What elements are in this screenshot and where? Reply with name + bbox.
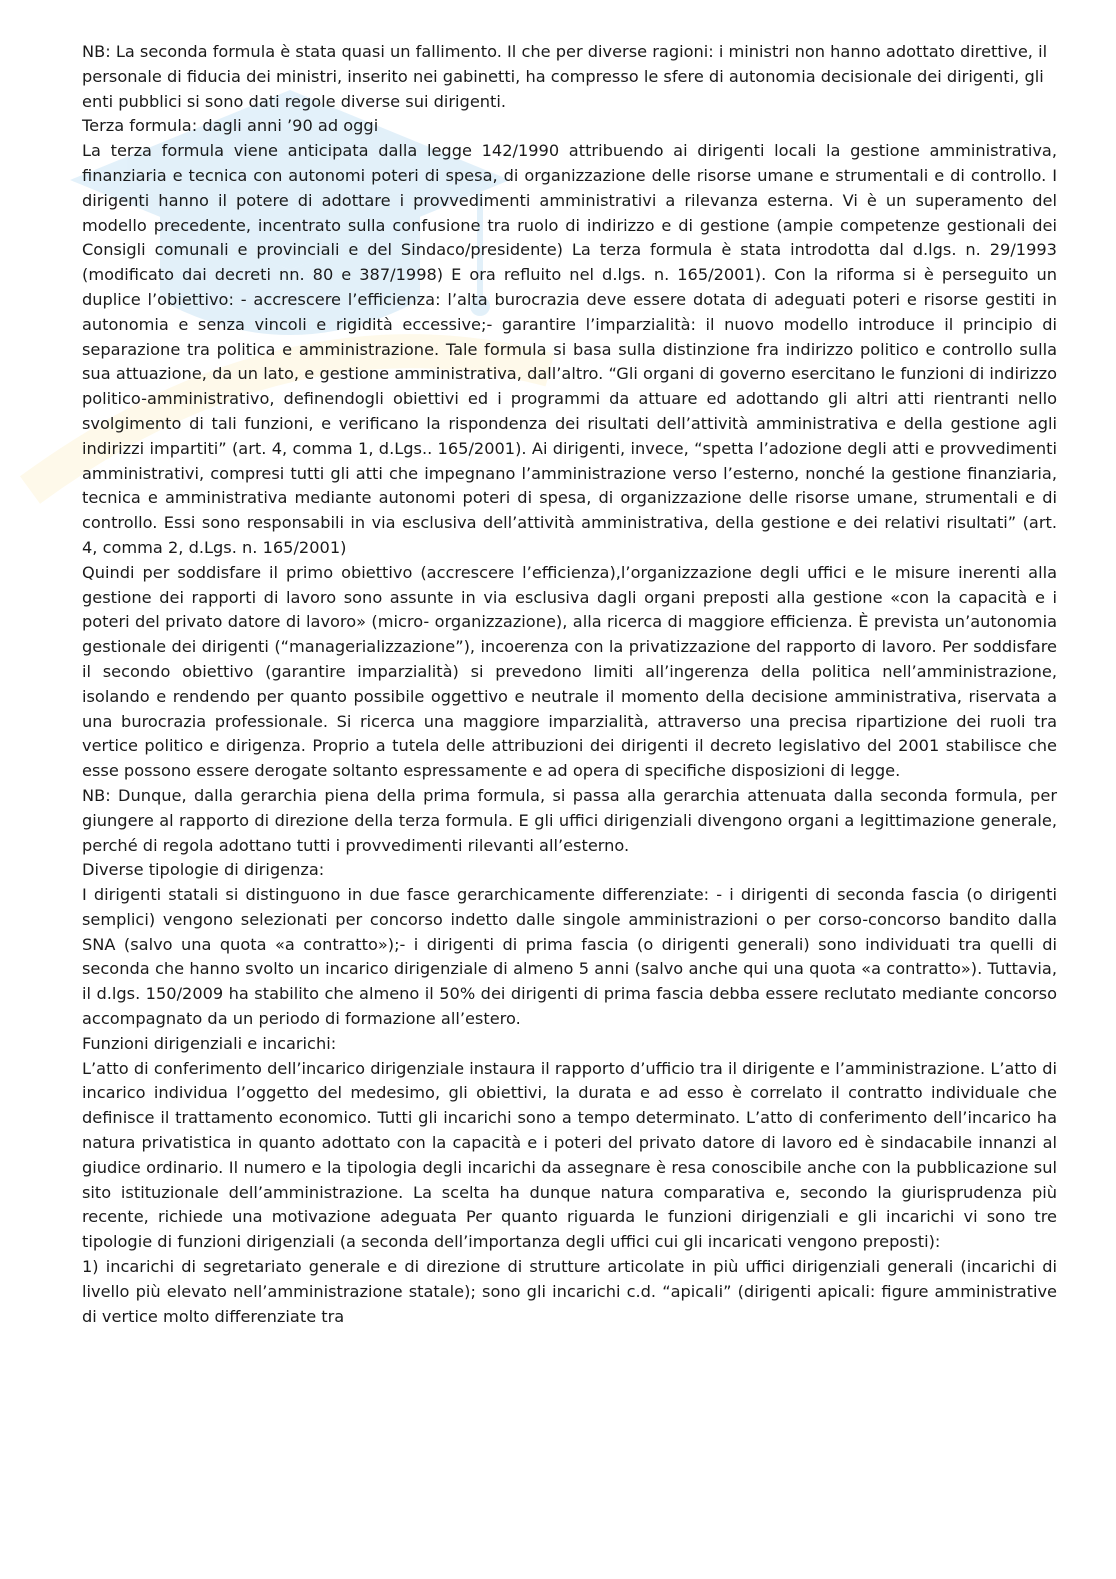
note-paragraph: NB: La seconda formula è stata quasi un fallimento. Il che per diverse ragioni: i ministri non hanno adottato direttive, il personale di fiducia dei ministri, inserito nei gabinetti, ha compresso le sfere di autonomia decisionale dei dirigenti, gli enti pubblici si sono dati regole diverse sui dirigenti.: [82, 42, 1048, 111]
section-heading: Funzioni dirigenziali e incarichi:: [82, 1033, 337, 1053]
note-paragraph: NB: Dunque, dalla gerarchia piena della prima formula, si passa alla gerarchia attenuata dalla seconda formula, per giungere al rapporto di direzione della terza formula. E gli uffici dirigenziali divengono organi a legittimazione generale, perché di regola adottano tutti i provvedimenti rilevanti all’esterno.: [82, 785, 1057, 855]
body-paragraph: I dirigenti statali si distinguono in due fasce gerarchicamente differenziate: - i dirigenti di seconda fascia (o dirigenti semplici) vengono selezionati per concorso indetto dalle singole amministrazioni o per corso-concorso bandito dalla SNA (salvo una quota «a contratto»);- i dirigenti di prima fascia (o dirigenti generali) sono individuati tra quelli di seconda che hanno svolto un incarico dirigenziale di almeno 5 anni (salvo anche qui una quota «a contratto»). Tuttavia, il d.lgs. 150/2009 ha stabilito che almeno il 50% dei dirigenti di prima fascia debba essere reclutato mediante concorso accompagnato da un periodo di formazione all’estero.: [82, 885, 1057, 1029]
body-paragraph: Quindi per soddisfare il primo obiettivo (accrescere l’efficienza),l’organizzazione degli uffici e le misure inerenti alla gestione dei rapporti di lavoro sono assunte in via esclusiva dagli organi preposti alla gestione «con la capacità e i poteri del privato datore di lavoro» (micro- organizzazione), alla ricerca di maggiore efficienza. È prevista un’autonomia gestionale dei dirigenti (“managerializzazione”), incoerenza con la privatizzazione del rapporto di lavoro. Per soddisfare il secondo obiettivo (garantire imparzialità) si prevedono limiti all’ingerenza della politica nell’amministrazione, isolando e rendendo per quanto possibile oggettivo e neutrale il momento della decisione amministrativa, riservata a una burocrazia professionale. Si ricerca una maggiore imparzialità, attraverso una precisa ripartizione dei ruoli tra vertice politico e dirigenza. Proprio a tutela delle attribuzioni dei dirigenti il decreto legislativo del 2001 stabilisce che esse possono essere derogate soltanto espressamente e ad opera di specifiche disposizioni di legge.: [82, 562, 1057, 781]
section-heading: Terza formula: dagli anni ’90 ad oggi: [82, 116, 379, 136]
body-paragraph: La terza formula viene anticipata dalla legge 142/1990 attribuendo ai dirigenti locali la gestione amministrativa, finanziaria e tecnica con autonomi poteri di spesa, di organizzazione delle risorse umane e strumentali e di controllo. I dirigenti hanno il potere di adottare i provvedimenti amministrativi a rilevanza esterna. Vi è un superamento del modello precedente, incentrato sulla confusione tra ruolo di indirizzo e di gestione (ampie competenze gestionali dei Consigli comunali e provinciali e del Sindaco/presidente) La terza formula è stata introdotta dal d.lgs. n. 29/1993 (modificato dai decreti nn. 80 e 387/1998) E ora refluito nel d.lgs. n. 165/2001). Con la riforma si è perseguito un duplice l’obiettivo: - accrescere l’efficienza: l’alta burocrazia deve essere dotata di adeguati poteri e risorse gestiti in autonomia e senza vincoli e rigidità eccessive;- garantire l’imparzialità: il nuovo modello introduce il principio di separazione tra politica e amministrazione. Tale formula si basa sulla distinzione fra indirizzo politico e controllo sulla sua attuazione, da un lato, e gestione amministrativa, dall’altro. “Gli organi di governo esercitano le funzioni di indirizzo politico-amministrativo, definendogli obiettivi ed i programmi da attuare ed adottando gli altri atti rientranti nello svolgimento di tali funzioni, e verificano la rispondenza dei risultati dell’attività amministrativa e della gestione agli indirizzi impartiti” (art. 4, comma 1, d.Lgs.. 165/2001). Ai dirigenti, invece, “spetta l’adozione degli atti e provvedimenti amministrativi, compresi tutti gli atti che impegnano l’amministrazione verso l’esterno, nonché la gestione finanziaria, tecnica e amministrativa mediante autonomi poteri di spesa, di organizzazione delle risorse umane, strumentali e di controllo. Essi sono responsabili in via esclusiva dell’attività amministrativa, della gestione e dei relativi risultati” (art. 4, comma 2, d.Lgs. n. 165/2001): [82, 141, 1057, 557]
body-paragraph: L’atto di conferimento dell’incarico dirigenziale instaura il rapporto d’ufficio tra il dirigente e l’amministrazione. L’atto di incarico individua l’oggetto del medesimo, gli obiettivi, la durata e ad esso è correlato il contratto individuale che definisce il trattamento economico. Tutti gli incarichi sono a tempo determinato. L’atto di conferimento dell’incarico ha natura privatistica in quanto adottato con la capacità e i poteri del privato datore di lavoro ed è sindacabile innanzi al giudice ordinario. Il numero e la tipologia degli incarichi da assegnare è resa conoscibile anche con la pubblicazione sul sito istituzionale dell’amministrazione. La scelta ha dunque natura comparativa e, secondo la giurisprudenza più recente, richiede una motivazione adeguata Per quanto riguarda le funzioni dirigenziali e gli incarichi vi sono tre tipologie di funzioni dirigenziali (a seconda dell’importanza degli uffici cui gli incaricati vengono preposti):: [82, 1058, 1057, 1252]
list-item-paragraph: 1) incarichi di segretariato generale e di direzione di strutture articolate in più uffici dirigenziali generali (incarichi di livello più elevato nell’amministrazione statale); sono gli incarichi c.d. “apicali” (dirigenti apicali: figure amministrative di vertice molto differenziate tra: [82, 1257, 1057, 1326]
section-heading: Diverse tipologie di dirigenza:: [82, 860, 325, 880]
document-page: [82, 40, 1057, 1329]
